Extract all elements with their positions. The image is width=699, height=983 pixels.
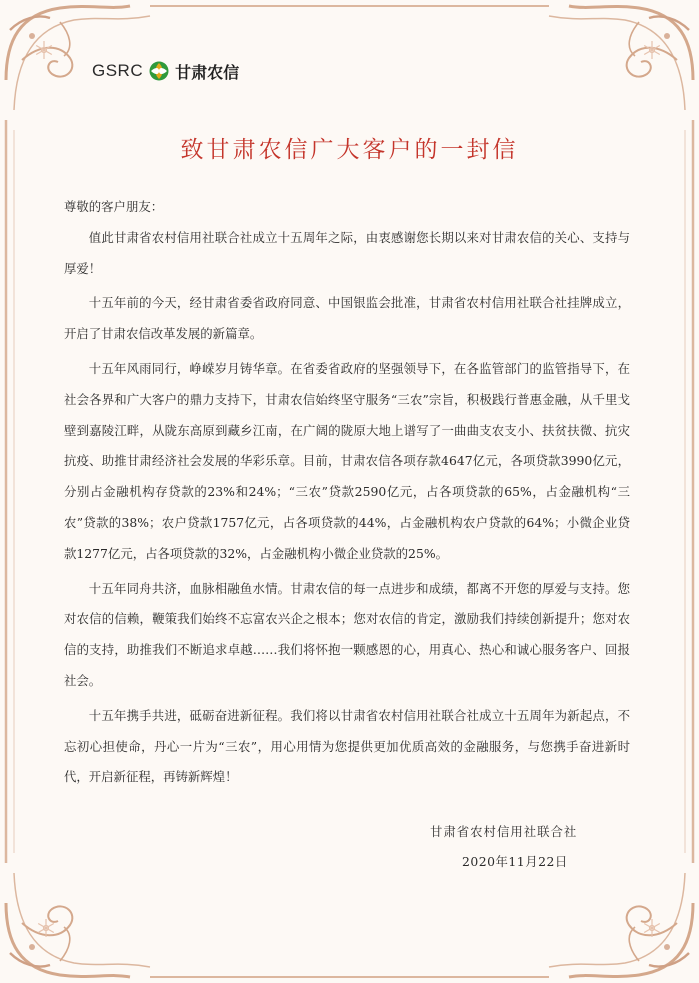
corner-bottom-left [6, 873, 150, 977]
header-logo [92, 58, 239, 84]
paragraph-5: 十五年携手共进，砥砺奋进新征程。我们将以甘肃省农村信用社联合社成立十五周年为新起点，不忘初心担使命，丹心一片为“三农”，用心用情为您提供更加优质高效的金融服务，与您携手奋进新时代，开启新征程，再铸新辉煌！ [64, 707, 630, 785]
gsrc-emblem-icon [149, 61, 169, 81]
logo-en-text: GSRC [92, 61, 144, 80]
letter-body [64, 192, 630, 797]
salutation: 尊敬的客户朋友： [64, 199, 164, 214]
corner-bottom-right [549, 873, 693, 977]
paragraph-3: 十五年风雨同行，峥嵘岁月铸华章。在省委省政府的坚强领导下，在各监管部门的监管指导下，在社会各界和广大客户的鼎力支持下，甘肃农信始终坚守服务“三农”宗旨，积极践行普惠金融，从千里戈壁到嘉陵江畔，从陇东高原到藏乡江南，在广阔的陇原大地上谱写了一曲曲支农支小、扶贫扶微、抗灾抗疫、助推甘肃经济社会发展的华彩乐章。目前，甘肃农信各项存款4647亿元，各项贷款3990亿元，分别占金融机构存贷款的23%和24%；“三农”贷款2590亿元，占各项贷款的65%，占金融机构“三农”贷款的38%；农户贷款1757亿元，占各项贷款的44%，占金融机构农户贷款的64%；小微企业贷款1277亿元，占各项贷款的32%，占金融机构小微企业贷款的25%。 [64, 360, 630, 561]
corner-top-right [549, 6, 693, 110]
snowflake-flower-icon [644, 41, 660, 59]
letter-title: 致甘肃农信广大客户的一封信 [180, 137, 519, 163]
logo-cn-text: 甘肃农信 [175, 62, 240, 82]
paragraph-2: 十五年前的今天，经甘肃省委省政府同意、中国银监会批准，甘肃省农村信用社联合社挂牌成立，开启了甘肃农信改革发展的新篇章。 [64, 295, 630, 342]
paragraph-4: 十五年同舟共济，血脉相融鱼水情。甘肃农信的每一点进步和成绩，都离不开您的厚爱与支持。您对农信的信赖，鞭策我们始终不忘富农兴企之根本；您对农信的肯定，激励我们持续创新提升；您对农信的支持，助推我们不断追求卓越……我们将怀抱一颗感恩的心，用真心、热心和诚心服务客户、回报社会。 [64, 580, 630, 688]
signature-org: 甘肃省农村信用社联合社 [430, 824, 578, 839]
signature-date: 2020年11月22日 [462, 854, 568, 869]
paragraph-1: 值此甘肃省农村信用社联合社成立十五周年之际，由衷感谢您长期以来对甘肃农信的关心、支持与厚爱！ [64, 229, 630, 276]
